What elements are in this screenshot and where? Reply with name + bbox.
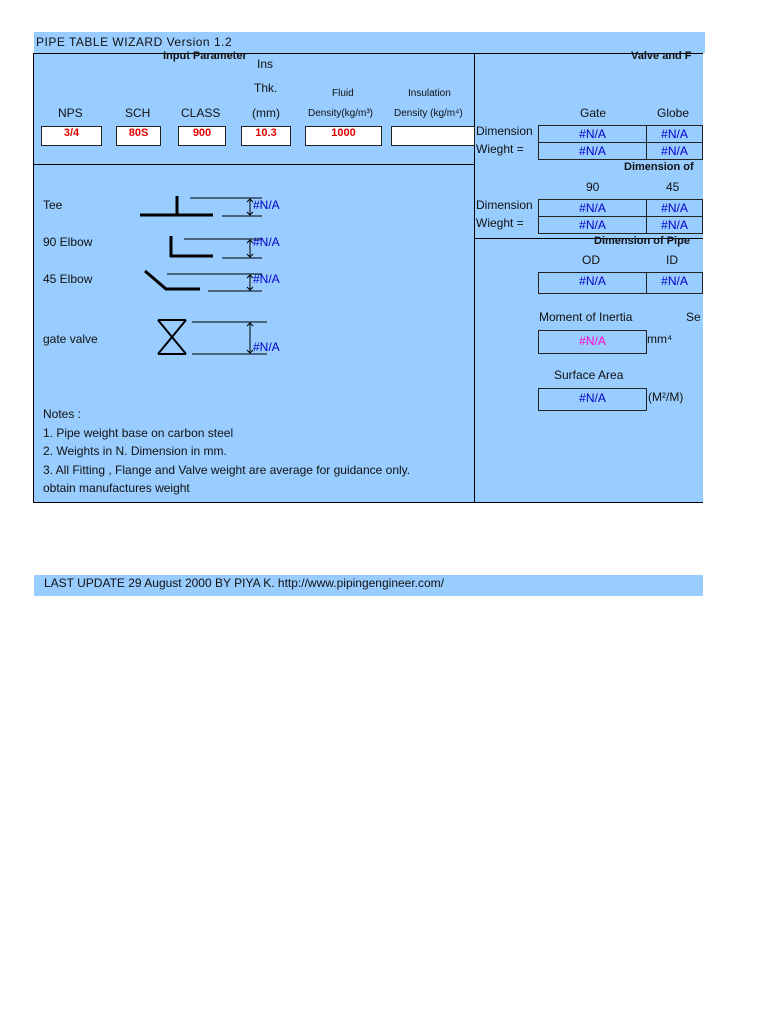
gate-dimension-cell: #N/A bbox=[538, 125, 647, 143]
tee-dimension-value: #N/A bbox=[253, 198, 280, 212]
globe-weight-cell: #N/A bbox=[646, 142, 703, 160]
fluid-density-input[interactable]: 1000 bbox=[305, 126, 382, 146]
elbow90-dimension-cell: #N/A bbox=[538, 199, 647, 217]
fluid-label: Fluid bbox=[332, 88, 354, 99]
note-4: obtain manufactures weight bbox=[43, 481, 190, 495]
nps-label: NPS bbox=[58, 106, 83, 120]
thk-input[interactable]: 10.3 bbox=[241, 126, 291, 146]
mm4-unit: mm⁴ bbox=[647, 332, 673, 346]
tee-label: Tee bbox=[43, 198, 63, 212]
valve-dimension-label: Dimension bbox=[476, 124, 533, 138]
globe-dimension-cell: #N/A bbox=[646, 125, 703, 143]
tee-icon bbox=[140, 196, 262, 216]
elbow45-label: 45 Elbow bbox=[43, 272, 93, 286]
footer-text: LAST UPDATE 29 August 2000 BY PIYA K. http://www.pipingengineer.com/ bbox=[44, 576, 445, 590]
moment-label: Moment of Inertia bbox=[539, 310, 633, 324]
moment-cell: #N/A bbox=[538, 330, 647, 354]
gate-label: Gate bbox=[580, 106, 607, 120]
elbow45-icon bbox=[145, 271, 262, 291]
thk-label: Thk. bbox=[254, 81, 278, 95]
note-2: 2. Weights in N. Dimension in mm. bbox=[43, 444, 227, 458]
elbow-dimension-label: Dimension bbox=[476, 198, 533, 212]
insulation-density-label: Density (kg/m⁴) bbox=[394, 108, 463, 119]
gate-valve-label: gate valve bbox=[43, 332, 98, 346]
elbow45-dimension-value: #N/A bbox=[253, 272, 280, 286]
nps-input[interactable]: 3/4 bbox=[41, 126, 102, 146]
pipe-dimension-heading: Dimension of Pipe bbox=[594, 235, 690, 247]
sch-label: SCH bbox=[125, 106, 151, 120]
class-label: CLASS bbox=[181, 106, 221, 120]
valve-heading: Valve and F bbox=[631, 50, 692, 62]
ins-label: Ins bbox=[257, 57, 274, 71]
elbow90-label: 90 Elbow bbox=[43, 235, 93, 249]
insulation-label: Insulation bbox=[408, 88, 451, 99]
sch-input[interactable]: 80S bbox=[116, 126, 161, 146]
elbow-weight-label: Wieght = bbox=[476, 216, 524, 230]
input-heading: Input Parameter bbox=[163, 50, 247, 62]
fluid-density-label: Density(kg/m³) bbox=[308, 108, 374, 119]
id-label: ID bbox=[666, 253, 678, 267]
id-cell: #N/A bbox=[646, 272, 703, 294]
globe-label: Globe bbox=[657, 106, 690, 120]
gate-weight-cell: #N/A bbox=[538, 142, 647, 160]
od-label: OD bbox=[582, 253, 600, 267]
deg90-label: 90 bbox=[586, 180, 600, 194]
elbow-dimension-heading: Dimension of bbox=[624, 161, 694, 173]
elbow90-weight-cell: #N/A bbox=[538, 216, 647, 234]
elbow90-dimension-value: #N/A bbox=[253, 235, 280, 249]
gate-valve-dimension-value: #N/A bbox=[253, 340, 280, 354]
elbow45-weight-cell: #N/A bbox=[646, 216, 703, 234]
m2m-unit: (M²/M) bbox=[648, 390, 684, 404]
note-3: 3. All Fitting , Flange and Valve weight are average for guidance only. bbox=[43, 463, 411, 477]
valve-weight-label: Wieght = bbox=[476, 142, 524, 156]
deg45-label: 45 bbox=[666, 180, 680, 194]
note-1: 1. Pipe weight base on carbon steel bbox=[43, 426, 234, 440]
surface-cell: #N/A bbox=[538, 388, 647, 411]
mm-label: (mm) bbox=[252, 106, 280, 120]
app-title: PIPE TABLE WIZARD Version 1.2 bbox=[34, 32, 705, 53]
section-label: Se bbox=[686, 310, 701, 324]
surface-label: Surface Area bbox=[554, 368, 624, 382]
elbow90-icon bbox=[170, 236, 262, 258]
gate-valve-icon bbox=[158, 320, 267, 354]
od-cell: #N/A bbox=[538, 272, 647, 294]
class-input[interactable]: 900 bbox=[178, 126, 226, 146]
notes-heading: Notes : bbox=[43, 407, 82, 421]
elbow45-dimension-cell: #N/A bbox=[646, 199, 703, 217]
